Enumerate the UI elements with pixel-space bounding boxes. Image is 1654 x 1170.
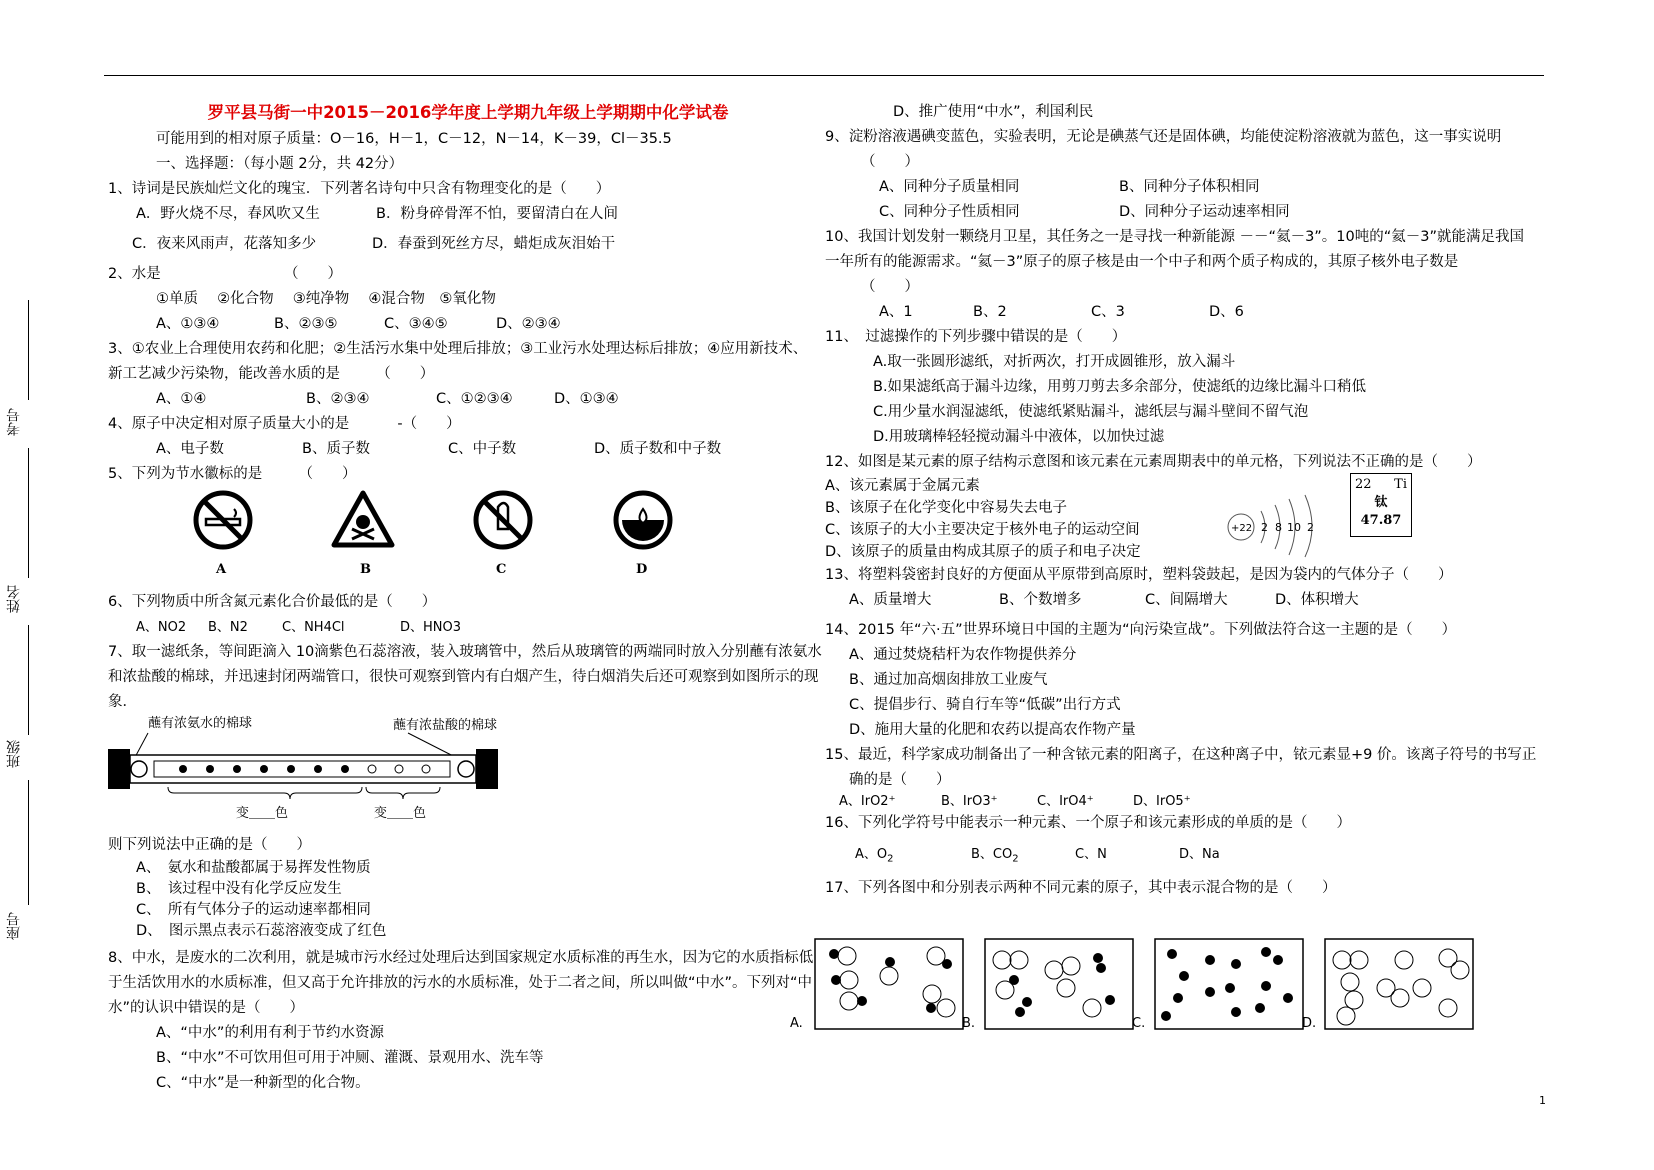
q2-items: ①单质 ②化合物 ③纯净物 ④混合物 ⑤氧化物 [156, 291, 496, 307]
q17-label-a: A. [790, 1016, 803, 1031]
q12-option-c: C、该原子的大小主要决定于核外电子的运动空间 [825, 522, 1140, 538]
periodic-cell-name: 钛 [1374, 495, 1388, 510]
q16-option-c: C、N [1075, 847, 1107, 862]
periodic-cell-symbol: Ti [1394, 477, 1407, 492]
q10-option-b: B、2 [973, 304, 1007, 320]
q5-sign-b [328, 487, 468, 585]
q4-option-a: A、电子数 [156, 441, 224, 457]
q8-line3: 水”的认识中错误的是（ ） [108, 1000, 305, 1016]
q2-option-a: A、①③④ [156, 316, 220, 332]
q5-label-b: B [360, 562, 371, 577]
q13-option-c: C、间隔增大 [1145, 592, 1228, 608]
q10-line1: 10、我国计划发射一颗绕月卫星，其任务之一是寻找一种新能源 －－“氦－3”。10吨的“氦－3”就能满足我国 [825, 229, 1525, 245]
atom-shell-1: 2 [1261, 521, 1268, 534]
q16-option-d: D、Na [1179, 847, 1220, 862]
q16-option-a-sub: 2 [887, 853, 894, 865]
q9-line2: （ ） [861, 154, 919, 170]
margin-line [28, 780, 29, 905]
q1-option-d: D．春蚕到死丝方尽，蜡炬成灰泪始干 [372, 236, 616, 252]
q10-line2: 一年所有的能源需求。“氦－3”原子的原子核是由一个中子和两个质子构成的，其原子核外电子数是 [825, 254, 1459, 270]
q11-option-c: C.用少量水润湿滤纸，使滤纸紧贴漏斗，滤纸层与漏斗壁间不留气泡 [873, 404, 1309, 420]
q14-option-b: B、通过加高烟囱排放工业废气 [849, 672, 1048, 688]
q6-options [108, 615, 828, 640]
q3-option-c: C、①②③④ [436, 391, 513, 407]
q6-stem: 6、下列物质中所含氮元素化合价最低的是（ ） [108, 594, 437, 610]
q5-label-a: A [216, 562, 227, 577]
q12-options [825, 475, 1141, 563]
q5-sign-a [188, 487, 328, 585]
left-column [108, 100, 828, 1096]
periodic-cell-mass: 47.87 [1360, 513, 1402, 528]
q13-stem: 13、将塑料袋密封良好的方便面从平原带到高原时，塑料袋鼓起，是因为袋内的气体分子（ ） [825, 567, 1453, 583]
q5-label-c: C [496, 562, 507, 577]
atom-shell-2: 8 [1275, 521, 1282, 534]
periodic-cell-number: 22 [1355, 477, 1372, 492]
q13-option-a: A、质量增大 [849, 592, 932, 608]
q16-stem: 16、下列化学符号中能表示一种元素、一个原子和该元素形成的单质的是（ ） [825, 815, 1351, 831]
q4-options [108, 437, 828, 462]
q17-label-d: D. [1302, 1016, 1317, 1031]
atom-shell-3: 10 [1287, 521, 1301, 534]
q7-option-a: A、 氨水和盐酸都属于易挥发性物质 [136, 860, 371, 876]
q11-option-a: A.取一张圆形滤纸，对折两次，打开成圆锥形，放入漏斗 [873, 354, 1236, 370]
q9-options-ab [825, 175, 1545, 200]
q1-stem: 1、诗词是民族灿烂文化的瑰宝．下列著名诗句中只含有物理变化的是（ ） [108, 181, 611, 197]
q3-line1: 3、①农业上合理使用农药和化肥；②生活污水集中处理后排放；③工业污水处理达标后排放；④应用新技术、 [108, 341, 808, 357]
q8-line1: 8、中水，是废水的二次利用，就是城市污水经过处理后达到国家规定水质标准的再生水，因为它的水质指标低 [108, 950, 814, 966]
q3-option-a: A、①④ [156, 391, 207, 407]
no-smoking-icon [188, 487, 258, 557]
q16-option-b-sub: 2 [1012, 853, 1019, 865]
q8-option-d: D、推广使用“中水”，利国利民 [893, 104, 1094, 120]
q15-option-b: B、IrO3⁺ [941, 794, 998, 809]
glass-tube-diagram [108, 729, 518, 799]
q7-label-ammonia: 蘸有浓氨水的棉球 [148, 716, 253, 731]
q7-option-c: C、 所有气体分子的运动速率都相同 [136, 902, 371, 918]
q17-box-b [984, 938, 1134, 1030]
q10-option-a: A、1 [879, 304, 913, 320]
q17-stem: 17、下列各图中和分别表示两种不同元素的原子，其中表示混合物的是（ ） [825, 879, 1337, 896]
margin-label-seat-number: 座号 [6, 912, 22, 940]
q10-line3: （ ） [861, 279, 919, 295]
q13-option-b: B、个数增多 [999, 592, 1082, 608]
q1-options-cd [108, 232, 828, 257]
q2-option-b: B、②③⑤ [274, 316, 338, 332]
q5-stem: 5、下列为节水徽标的是 （ ） [108, 466, 357, 482]
page-number: 1 [1539, 1094, 1546, 1107]
q4-option-d: D、质子数和中子数 [594, 441, 722, 457]
q15-option-c: C、IrO4⁺ [1037, 794, 1094, 809]
q2-options [108, 312, 828, 337]
margin-line [28, 625, 29, 735]
q15-line1: 15、最近，科学家成功制备出了一种含铱元素的阳离子，在这种离子中，铱元素显+9 价。该离子符号的书写正 [825, 747, 1537, 763]
q1-option-b: B．粉身碎骨浑不怕，要留清白在人间 [376, 206, 618, 222]
q12-stem: 12、如图是某元素的原子结构示意图和该元素在元素周期表中的单元格，下列说法不正确的是（ ） [825, 454, 1482, 470]
no-fire-icon [468, 487, 538, 557]
q7-line2: 和浓盐酸的棉球，并迅速封闭两端管口，很快可观察到管内有白烟产生，待白烟消失后还可观察到如图所示的现 [108, 669, 819, 685]
q9-options-cd [825, 200, 1545, 225]
q10-options [825, 300, 1545, 325]
q2-stem: 2、水是 （ ） [108, 266, 342, 282]
q1-option-a: A．野火烧不尽，春风吹又生 [136, 206, 320, 222]
q5-sign-c [468, 487, 608, 585]
atom-structure-diagram [1225, 489, 1337, 559]
q3-option-b: B、②③④ [306, 391, 370, 407]
q7-label-hcl: 蘸有浓盐酸的棉球 [393, 718, 498, 733]
q1-options-ab [108, 202, 828, 227]
q17-box-a [814, 938, 964, 1030]
toxic-warning-icon [328, 487, 398, 557]
q13-options [825, 588, 1545, 613]
q17-figures [790, 938, 1530, 1038]
q9-option-d: D、同种分子运动速率相同 [1119, 204, 1290, 220]
q14-option-a: A、通过焚烧秸杆为农作物提供养分 [849, 647, 1077, 663]
q12-option-d: D、该原子的质量由构成其原子的质子和电子决定 [825, 544, 1141, 560]
q2-option-d: D、②③④ [496, 316, 561, 332]
q7-line1: 7、取一滤纸条，等间距滴入 10滴紫色石蕊溶液，装入玻璃管中，然后从玻璃管的两端同时放入分别蘸有浓氨水 [108, 644, 822, 660]
page-title: 罗平县马街一中2015－2016学年度上学期九年级上学期期中化学试卷 [207, 103, 729, 122]
q9-option-a: A、同种分子质量相同 [879, 179, 1020, 195]
margin-label-name: 姓名 [6, 585, 22, 613]
water-saving-icon [608, 487, 678, 557]
q13-option-d: D、体积增大 [1275, 592, 1359, 608]
q6-option-a: A、NO2 [136, 620, 187, 635]
q7-option-b: B、 该过程中没有化学反应发生 [136, 881, 342, 897]
q15-option-a: A、IrO2⁺ [839, 794, 896, 809]
q8-option-b: B、“中水”不可饮用但可用于冲厕、灌溉、景观用水、洗车等 [156, 1050, 544, 1066]
q16-option-b [971, 842, 1075, 872]
q9-option-b: B、同种分子体积相同 [1119, 179, 1260, 195]
q3-options [108, 387, 828, 412]
q7-figure [108, 715, 828, 833]
q4-stem: 4、原子中决定相对原子质量大小的是 -（ ） [108, 416, 461, 432]
q9-option-c: C、同种分子性质相同 [879, 204, 1020, 220]
right-column [825, 100, 1545, 901]
atom-shell-4: 2 [1307, 521, 1314, 534]
q15-options [825, 793, 1545, 811]
q8-option-a: A、“中水”的利用有利于节约水资源 [156, 1025, 384, 1041]
q12-option-a: A、该元素属于金属元素 [825, 478, 980, 494]
q3-line2: 新工艺减少污染物，能改善水质的是 （ ） [108, 366, 435, 382]
q4-option-c: C、中子数 [448, 441, 517, 457]
q17-label-b: B. [962, 1016, 976, 1031]
q5-signs [108, 487, 828, 585]
q17-box-c [1154, 938, 1304, 1030]
q17-label-c: C. [1132, 1016, 1146, 1031]
q12-block [825, 475, 1545, 563]
q12-option-b: B、该原子在化学变化中容易失去电子 [825, 500, 1067, 516]
q7-line3: 象． [108, 694, 137, 710]
q14-option-c: C、提倡步行、骑自行车等“低碳”出行方式 [849, 697, 1121, 713]
q17-box-d [1324, 938, 1474, 1030]
q16-option-a [855, 842, 971, 872]
margin-label-exam-number: 考号 [6, 408, 22, 436]
q8-option-c: C、“中水”是一种新型的化合物。 [156, 1075, 370, 1091]
q9-line1: 9、淀粉溶液遇碘变蓝色，实验表明，无论是碘蒸气还是固体碘，均能使淀粉溶液就为蓝色，这一事实说明 [825, 129, 1502, 145]
periodic-cell-top [1351, 474, 1411, 494]
q6-option-b: B、N2 [208, 620, 248, 635]
header-rule [104, 75, 1544, 76]
q7-caption-right: 变＿＿色 [374, 806, 427, 821]
q1-option-c: C．夜来风雨声，花落知多少 [132, 236, 317, 252]
q8-line2: 于生活饮用水的水质标准，但又高于允许排放的污水的水质标准，处于二者之间，所以叫做“中水”。下列对“中 [108, 975, 813, 991]
atomic-masses: 可能用到的相对原子质量：O－16，H－1，C－12，N－14，K－39，Cl－35.5 [156, 131, 672, 147]
section-heading: 一、选择题：（每小题 2分，共 42分） [156, 156, 404, 172]
q11-option-b: B.如果滤纸高于漏斗边缘，用剪刀剪去多余部分，使滤纸的边缘比漏斗口稍低 [873, 379, 1367, 395]
q5-label-d: D [636, 562, 648, 577]
q6-option-d: D、HNO3 [400, 620, 462, 635]
margin-label-class: 班级 [6, 740, 22, 768]
q3-option-d: D、①③④ [554, 391, 619, 407]
q2-option-c: C、③④⑤ [384, 316, 448, 332]
periodic-cell [1350, 473, 1412, 537]
q6-option-c: C、NH4Cl [282, 620, 345, 635]
margin-line [28, 300, 29, 400]
q15-line2: 确的是（ ） [849, 772, 951, 788]
margin-line [28, 448, 29, 578]
q10-option-d: D、6 [1209, 304, 1244, 320]
q16-option-b-text: B、CO [971, 847, 1013, 862]
q11-option-d: D.用玻璃棒轻轻搅动漏斗中液体，以加快过滤 [873, 429, 1165, 445]
q7-caption-left: 变＿＿色 [236, 806, 289, 821]
q5-sign-d [608, 487, 748, 585]
q16-options [825, 842, 1545, 872]
q14-option-d: D、施用大量的化肥和农药以提高农作物产量 [849, 722, 1136, 738]
q10-option-c: C、3 [1091, 304, 1125, 320]
q14-stem: 14、2015 年“六·五”世界环境日中国的主题为“向污染宣战”。下列做法符合这一主题的是（ ） [825, 622, 1457, 638]
q4-option-b: B、质子数 [302, 441, 370, 457]
q16-option-a-text: A、O [855, 847, 888, 862]
q11-stem: 11、 过滤操作的下列步骤中错误的是（ ） [825, 329, 1127, 345]
q7-option-d: D、 图示黑点表示石蕊溶液变成了红色 [136, 923, 387, 939]
q15-option-d: D、IrO5⁺ [1133, 794, 1191, 809]
q7-ask: 则下列说法中正确的是（ ） [108, 837, 311, 853]
atom-nucleus: +22 [1231, 523, 1253, 534]
